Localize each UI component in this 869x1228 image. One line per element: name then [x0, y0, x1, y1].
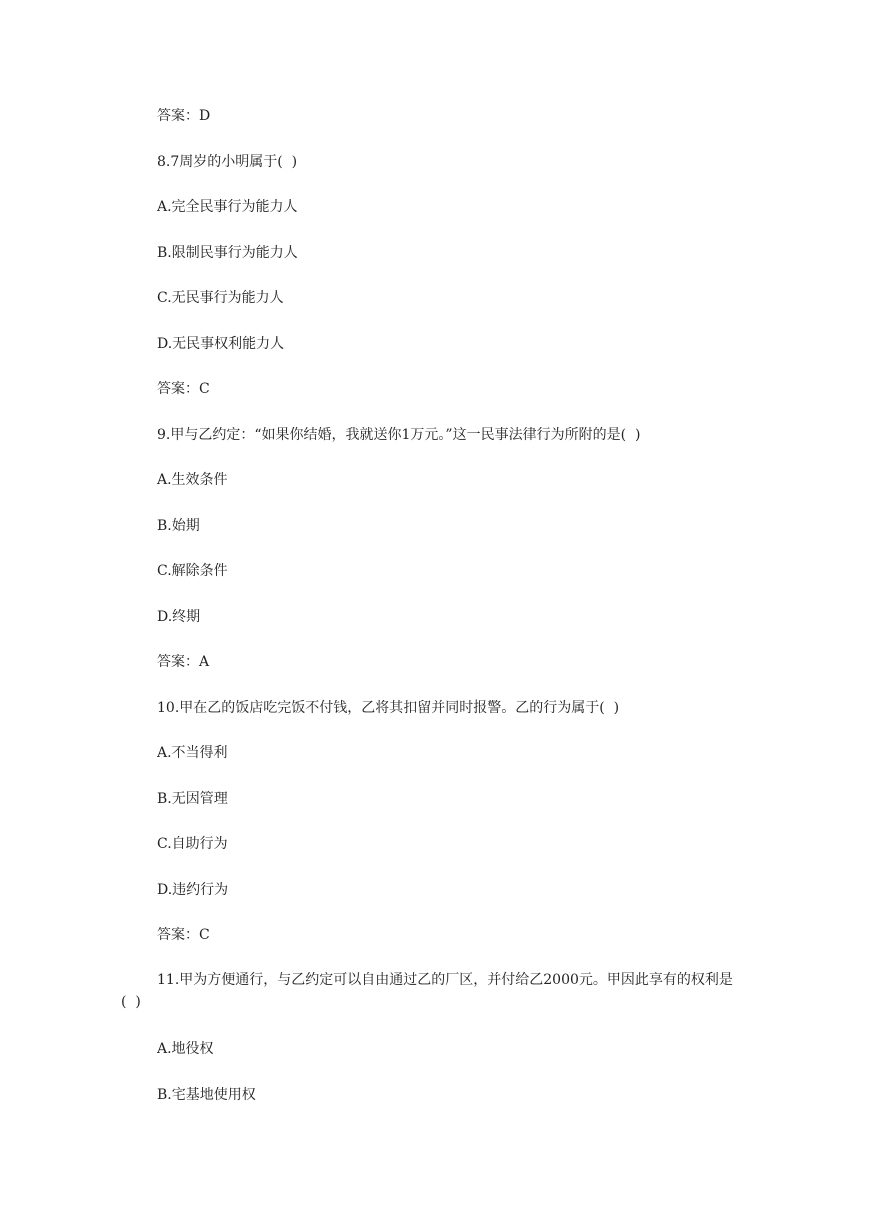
q8-option-b: B.限制民事行为能力人	[157, 245, 298, 261]
q8-option-d: D.无民事权利能力人	[157, 336, 285, 352]
q9-option-c: C.解除条件	[157, 563, 228, 579]
answer-7: 答案：D	[157, 108, 211, 124]
question-11: 11.甲为方便通行，与乙约定可以自由通过乙的厂区，并付给乙2000元。甲因此享有的权利是( )	[121, 972, 733, 1010]
q10-option-d: D.违约行为	[157, 882, 229, 898]
question-8: 8.7周岁的小明属于( )	[157, 154, 298, 170]
question-10: 10.甲在乙的饭店吃完饭不付钱，乙将其扣留并同时报警。乙的行为属于( )	[157, 700, 620, 716]
q9-option-b: B.始期	[157, 518, 200, 534]
q8-option-c: C.无民事行为能力人	[157, 290, 284, 306]
q9-option-d: D.终期	[157, 609, 201, 625]
answer-9: 答案：A	[157, 654, 210, 670]
answer-8: 答案：C	[157, 381, 210, 397]
answer-10: 答案：C	[157, 927, 210, 943]
q8-option-a: A.完全民事行为能力人	[157, 199, 298, 215]
q9-option-a: A.生效条件	[157, 472, 228, 488]
q11-option-b: B.宅基地使用权	[157, 1087, 256, 1103]
q10-option-a: A.不当得利	[157, 745, 228, 761]
question-9: 9.甲与乙约定：“如果你结婚，我就送你1万元。”这一民事法律行为所附的是( )	[157, 427, 641, 443]
q10-option-b: B.无因管理	[157, 791, 228, 807]
q11-option-a: A.地役权	[157, 1041, 214, 1057]
q10-option-c: C.自助行为	[157, 836, 228, 852]
